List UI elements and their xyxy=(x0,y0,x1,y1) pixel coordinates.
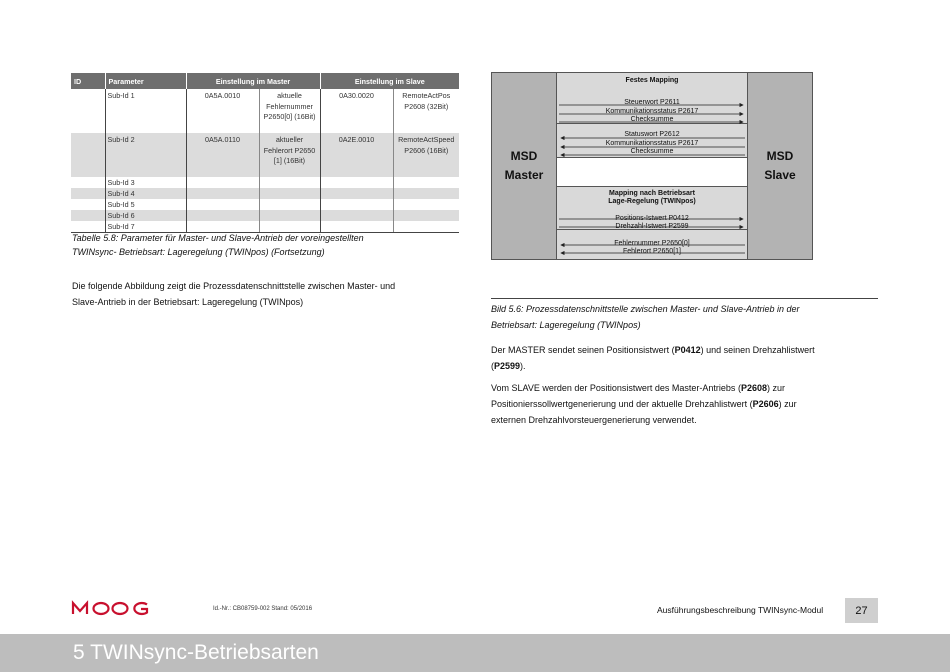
page-number: 27 xyxy=(845,598,878,623)
table-row xyxy=(71,188,459,199)
right-paragraph-1: Der MASTER sendet seinen Positionsistwert (P0412) und seinen Drehzahlistwert (P2599). xyxy=(491,345,815,371)
signal-steuerwort: Steuerwort P2611 xyxy=(624,99,680,106)
signal-fehlerort: Fehlerort P2650[1] xyxy=(623,248,681,255)
signal-kommstatus-in: Kommunikationsstatus P2617 xyxy=(605,140,699,147)
signal-fehlernummer: Fehlernummer P2650[0] xyxy=(614,240,690,247)
cell-param: Sub-Id 3 xyxy=(105,177,186,188)
process-data-diagram xyxy=(491,72,884,260)
signal-positions-istwert: Positions-Istwert P0412 xyxy=(615,215,689,222)
moog-logo xyxy=(71,600,155,621)
msd-master-box: MSD Master xyxy=(491,72,557,260)
table-row xyxy=(71,210,459,221)
header-parameter: Parameter xyxy=(105,73,186,89)
cell-slave-index: 0A30.0020 xyxy=(320,89,393,133)
table-row xyxy=(71,199,459,210)
table-header-row xyxy=(71,73,459,89)
cell-master-index: 0A5A.0110 xyxy=(186,133,259,177)
cell-slave-index: 0A2E.0010 xyxy=(320,133,393,177)
cell-master-index: 0A5A.0010 xyxy=(186,89,259,133)
signal-statuswort: Statuswort P2612 xyxy=(624,131,680,138)
cell-param: Sub-Id 2 xyxy=(105,133,186,177)
header-id: ID xyxy=(71,73,105,89)
signal-arrows xyxy=(557,72,747,260)
cell-param: Sub-Id 7 xyxy=(105,221,186,233)
table-row xyxy=(71,177,459,188)
left-paragraph: Die folgende Abbildung zeigt die Prozessdatenschnittstelle zwischen Master- und Slave-Antrieb in der Betriebsart: Lageregelung (TWINpos) xyxy=(72,281,396,307)
figure-caption: Bild 5.6: Prozessdatenschnittstelle zwischen Master- und Slave-Antrieb in der Betriebsart: Lageregelung (TWINpos) xyxy=(491,304,800,330)
cell-param: Sub-Id 6 xyxy=(105,210,186,221)
signal-checksumme-out: Checksumme xyxy=(630,116,674,123)
cell-param: Sub-Id 4 xyxy=(105,188,186,199)
header-master: Einstellung im Master xyxy=(186,73,320,89)
cell-master-desc: aktuelle Fehlernummer P2650[0] (16Bit) xyxy=(259,89,320,133)
signal-drehzahl-istwert: Drehzahl-Istwert P2599 xyxy=(615,223,689,230)
cell-slave-desc: RemoteActSpeed P2606 (16Bit) xyxy=(393,133,459,177)
parameter-table xyxy=(71,73,459,233)
signal-kommstatus-out: Kommunikationsstatus P2617 xyxy=(605,108,699,115)
table-row xyxy=(71,133,459,177)
table-row xyxy=(71,89,459,133)
moog-logo-icon xyxy=(71,600,155,616)
cell-param: Sub-Id 1 xyxy=(105,89,186,133)
header-slave: Einstellung im Slave xyxy=(320,73,459,89)
band-title-mode-1: Mapping nach Betriebsart xyxy=(609,190,695,197)
msd-slave-box: MSD Slave xyxy=(747,72,813,260)
document-id: Id.-Nr.: CB08759-002 Stand: 05/2016 xyxy=(213,606,313,612)
signal-checksumme-in: Checksumme xyxy=(630,148,674,155)
cell-param: Sub-Id 5 xyxy=(105,199,186,210)
module-name: Ausführungsbeschreibung TWINsync-Modul xyxy=(657,605,824,615)
table-caption: Tabelle 5.8: Parameter für Master- und Slave-Antrieb der voreingestellten TWINsync- Betriebsart: Lageregelung (TWINpos) (Fortsetzung) xyxy=(72,233,364,257)
cell-slave-desc: RemoteActPos P2608 (32Bit) xyxy=(402,91,451,111)
chapter-title: 5 TWINsync-Betriebsarten xyxy=(0,634,950,672)
band-title-mode-2: Lage-Regelung (TWINpos) xyxy=(608,198,696,205)
right-paragraph-2: Vom SLAVE werden der Positionsistwert des Master-Antriebs (P2608) zur Positionierssollwertgenerierung und der aktuelle Drehzahlistwert (P2606) zur externen Drehzahlvorsteuergenerierung verwendet. xyxy=(491,383,797,425)
band-title-fixed: Festes Mapping xyxy=(625,77,679,84)
cell-master-desc: aktueller Fehlerort P2650 [1] (16Bit) xyxy=(259,133,320,177)
figure-divider xyxy=(491,298,878,299)
